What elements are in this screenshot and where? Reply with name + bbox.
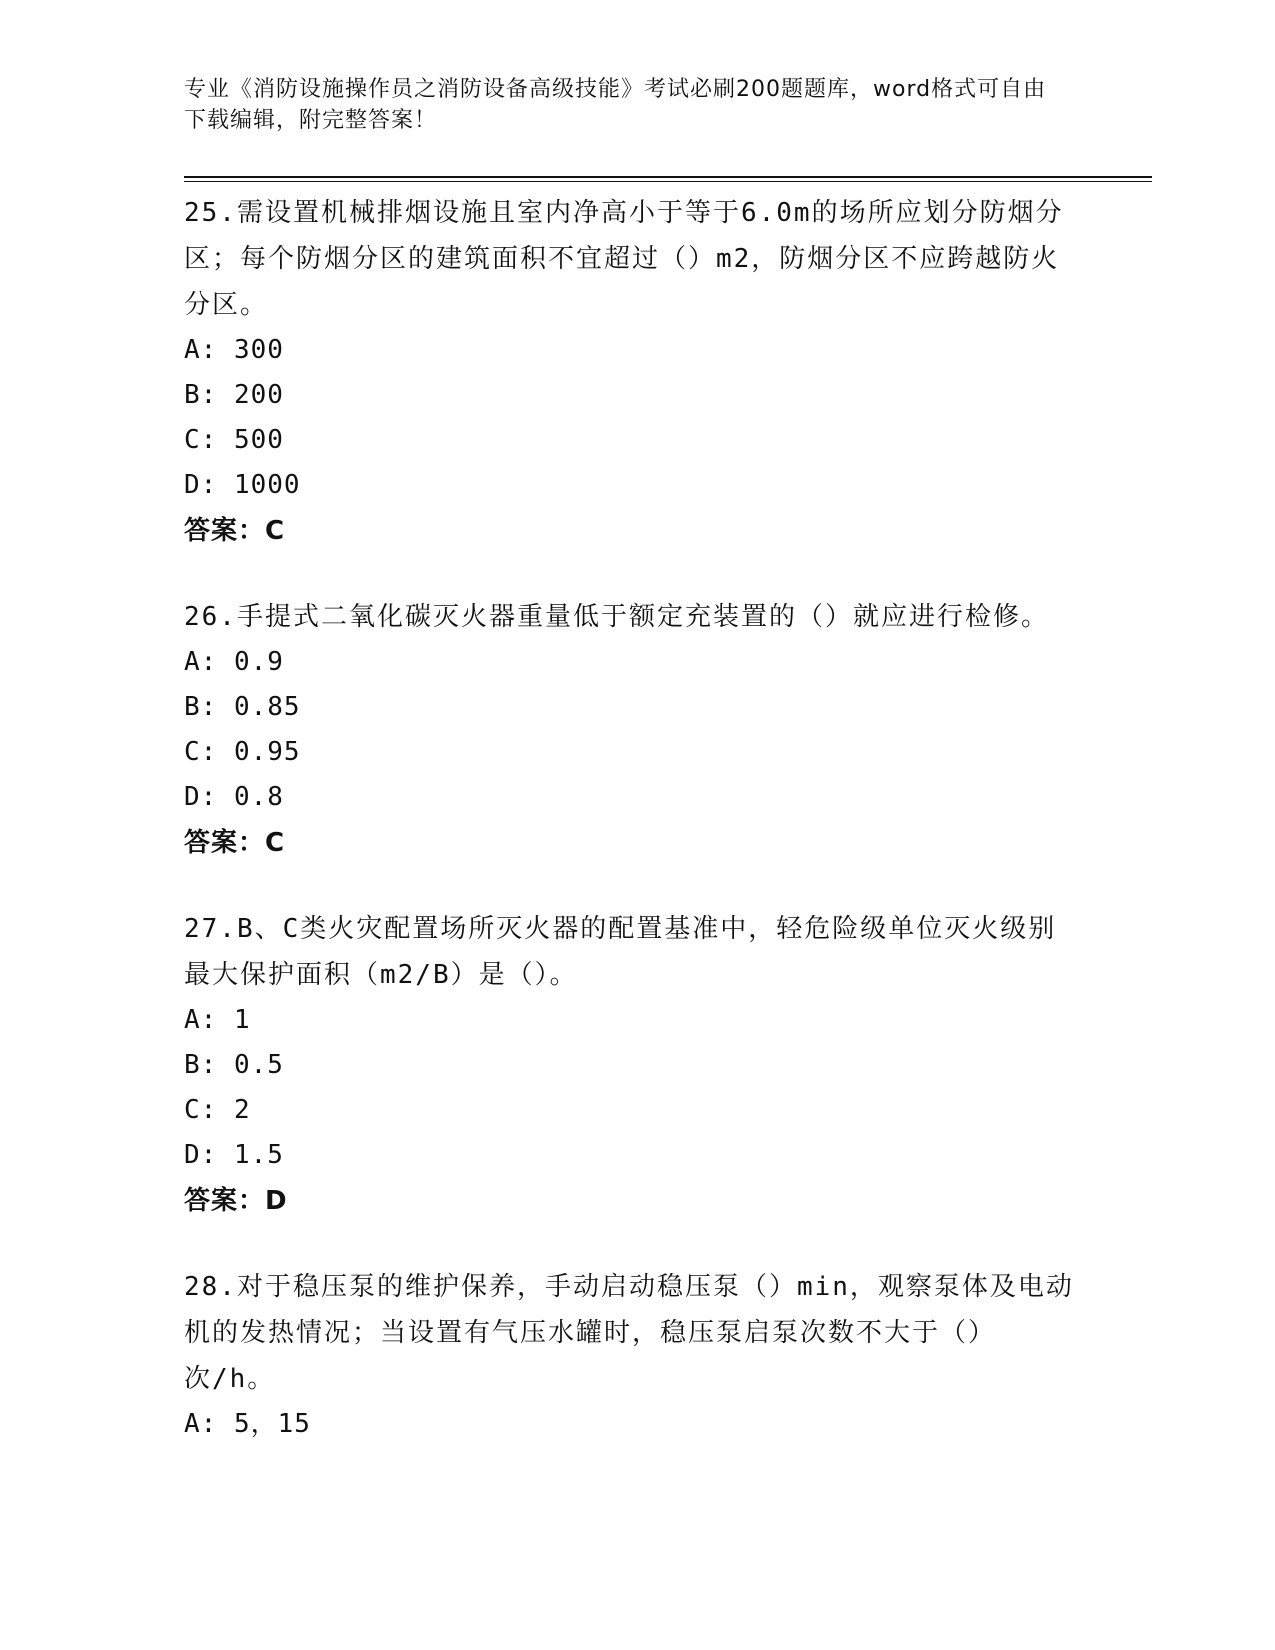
option-a: A: 0.9 bbox=[184, 647, 284, 677]
option-b: B: 0.85 bbox=[184, 692, 301, 722]
option-c: C: 500 bbox=[184, 425, 284, 455]
question-26 bbox=[184, 594, 1084, 866]
option-a: A: 5，15 bbox=[184, 1409, 311, 1439]
question-list bbox=[184, 190, 1084, 1487]
option-c: C: 0.95 bbox=[184, 737, 301, 767]
option-c: C: 2 bbox=[184, 1095, 251, 1125]
question-27 bbox=[184, 906, 1084, 1224]
option-b: B: 0.5 bbox=[184, 1050, 284, 1080]
option-d: D: 1.5 bbox=[184, 1140, 284, 1170]
answer-label: 答案：C bbox=[184, 516, 286, 546]
header-rule-thin bbox=[184, 181, 1152, 182]
header-rule-thick bbox=[184, 176, 1152, 178]
question-stem: 25.需设置机械排烟设施且室内净高小于等于6.0m的场所应划分防烟分区；每个防烟分区的建筑面积不宜超过（）m2，防烟分区不应跨越防火分区。 bbox=[184, 198, 1064, 320]
option-a: A: 1 bbox=[184, 1005, 251, 1035]
option-d: D: 0.8 bbox=[184, 782, 284, 812]
question-25 bbox=[184, 190, 1084, 554]
answer-label: 答案：D bbox=[184, 1186, 288, 1216]
option-a: A: 300 bbox=[184, 335, 284, 365]
question-stem: 26.手提式二氧化碳灭火器重量低于额定充装置的（）就应进行检修。 bbox=[184, 602, 1049, 632]
question-stem: 27.B、C类火灾配置场所灭火器的配置基准中，轻危险级单位灭火级别最大保护面积（m2/B）是（）。 bbox=[184, 914, 1057, 990]
question-stem: 28.对于稳压泵的维护保养，手动启动稳压泵（）min，观察泵体及电动机的发热情况；当设置有气压水罐时，稳压泵启泵次数不大于（）次/h。 bbox=[184, 1272, 1074, 1394]
question-28 bbox=[184, 1264, 1084, 1447]
option-b: B: 200 bbox=[184, 380, 284, 410]
document-header: 专业《消防设施操作员之消防设备高级技能》考试必刷200题题库，word格式可自由下载编辑，附完整答案！ bbox=[184, 77, 1047, 133]
option-d: D: 1000 bbox=[184, 470, 301, 500]
answer-label: 答案：C bbox=[184, 828, 286, 858]
